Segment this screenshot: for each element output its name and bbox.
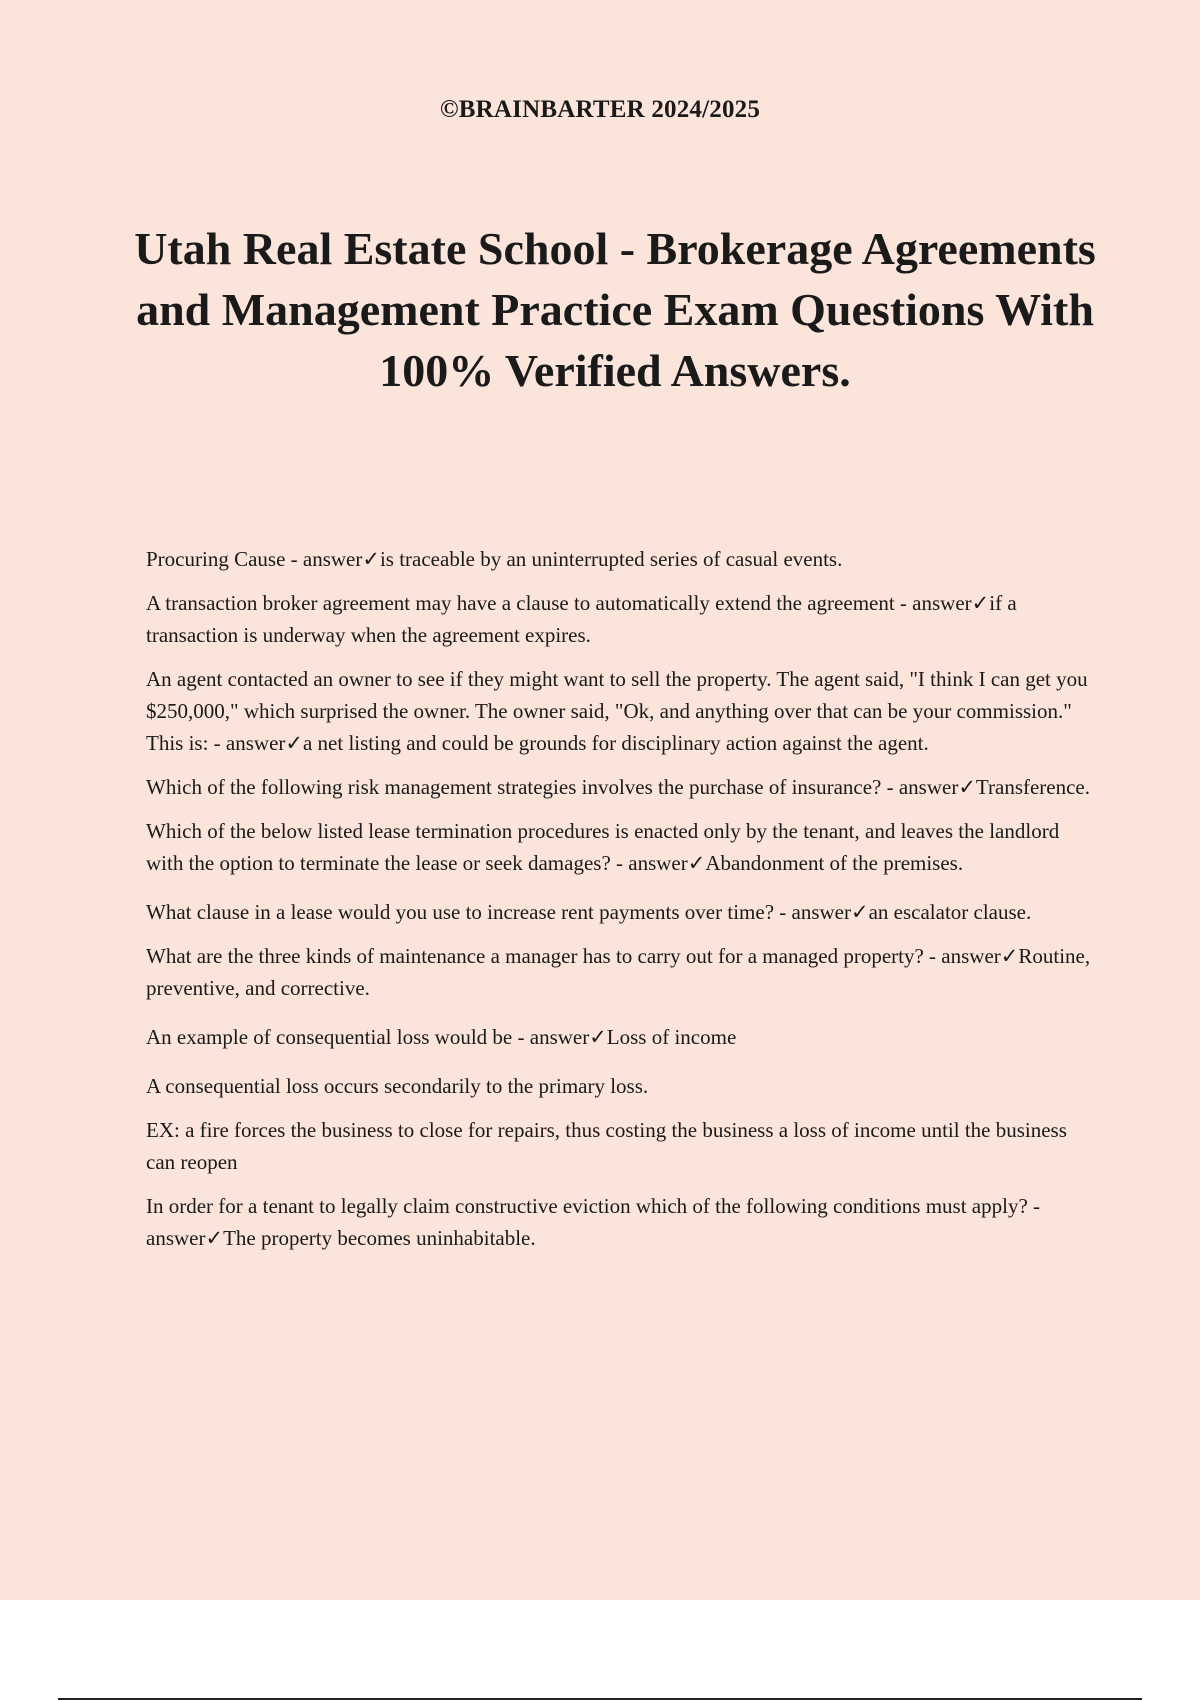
- qa-item: What clause in a lease would you use to increase rent payments over time? - answer✓an escalator clause.: [146, 900, 1032, 924]
- qa-item: What are the three kinds of maintenance a manager has to carry out for a managed property? - answer✓Routine, preventive, and corrective.: [146, 944, 1091, 1000]
- qa-item: EX: a fire forces the business to close for repairs, thus costing the business a loss of income until the business can reopen: [146, 1118, 1067, 1174]
- qa-item: Which of the following risk management strategies involves the purchase of insurance? - answer✓Transference.: [146, 775, 1091, 799]
- qa-item: A transaction broker agreement may have a clause to automatically extend the agreement - answer✓if a transaction is underway when the agreement expires.: [146, 591, 1017, 647]
- qa-item: In order for a tenant to legally claim constructive eviction which of the following conditions must apply? - answer✓The property becomes uninhabitable.: [146, 1194, 1041, 1250]
- qa-list: [146, 543, 1091, 1266]
- document-title: Utah Real Estate School - Brokerage Agreements and Management Practice Exam Questions With 100% Verified Answers.: [134, 223, 1096, 396]
- qa-item: An example of consequential loss would be - answer✓Loss of income: [146, 1025, 737, 1049]
- copyright-header: ©BRAINBARTER 2024/2025: [439, 96, 761, 123]
- qa-item: Procuring Cause - answer✓is traceable by an uninterrupted series of casual events.: [146, 547, 843, 571]
- qa-item: Which of the below listed lease termination procedures is enacted only by the tenant, and leaves the landlord with the option to terminate the lease or seek damages? - answer✓Abandonment of the premises.: [146, 819, 1060, 875]
- qa-item: A consequential loss occurs secondarily to the primary loss.: [146, 1074, 649, 1098]
- qa-item: An agent contacted an owner to see if they might want to sell the property. The agent said, "I think I can get you $250,000," which surprised the owner. The owner said, "Ok, and anything over that can be your commission." This is: - answer✓a net listing and could be grounds for disciplinary action against the agent.: [146, 667, 1088, 755]
